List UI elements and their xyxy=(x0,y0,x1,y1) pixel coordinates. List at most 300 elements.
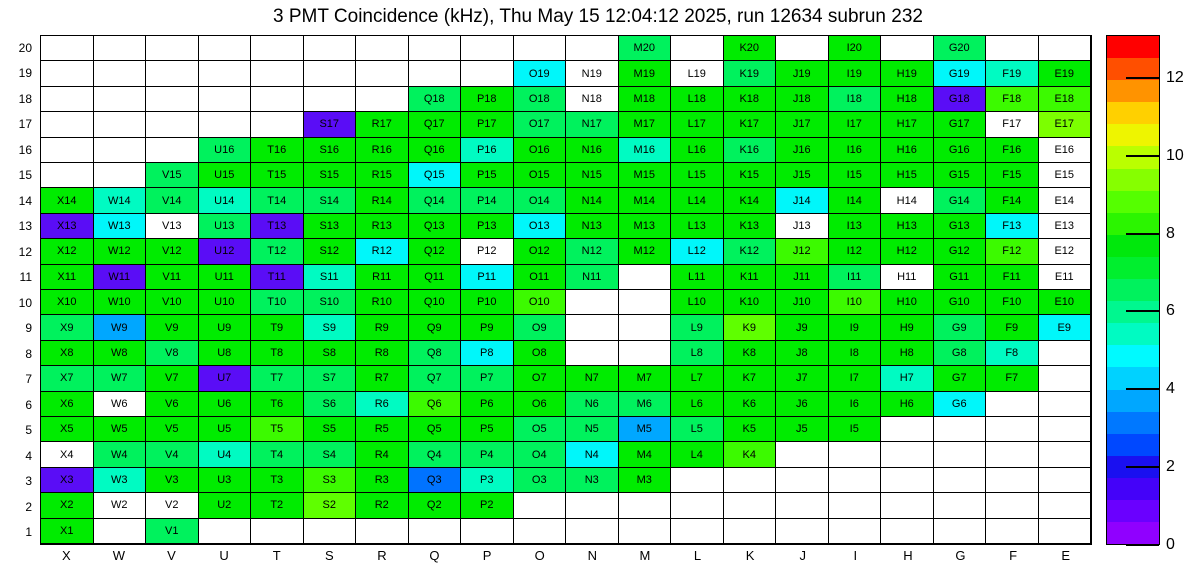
cell-F10: F10 xyxy=(986,290,1039,315)
y-axis-label-2: 2 xyxy=(25,499,32,514)
cell-V12: V12 xyxy=(146,239,199,264)
cell-W18 xyxy=(94,87,147,112)
cell-S7: S7 xyxy=(304,366,357,391)
cell-E6 xyxy=(1039,392,1092,417)
cell-F11: F11 xyxy=(986,265,1039,290)
cell-M19: M19 xyxy=(619,61,672,86)
cell-L5: L5 xyxy=(671,417,724,442)
cell-N11: N11 xyxy=(566,265,619,290)
cell-E3 xyxy=(1039,468,1092,493)
cell-J11: J11 xyxy=(776,265,829,290)
cell-M3: M3 xyxy=(619,468,672,493)
cell-R3: R3 xyxy=(356,468,409,493)
cell-L14: L14 xyxy=(671,188,724,213)
cell-X18 xyxy=(41,87,94,112)
cell-T17 xyxy=(251,112,304,137)
cell-K10: K10 xyxy=(724,290,777,315)
cell-E19: E19 xyxy=(1039,61,1092,86)
cell-U14: U14 xyxy=(199,188,252,213)
cell-E9: E9 xyxy=(1039,315,1092,340)
cell-R1 xyxy=(356,519,409,544)
cell-H11: H11 xyxy=(881,265,934,290)
cell-F18: F18 xyxy=(986,87,1039,112)
cell-F19: F19 xyxy=(986,61,1039,86)
colorbar-tick-12 xyxy=(1126,77,1159,79)
cell-W5: W5 xyxy=(94,417,147,442)
cell-L7: L7 xyxy=(671,366,724,391)
cell-H10: H10 xyxy=(881,290,934,315)
cell-T15: T15 xyxy=(251,163,304,188)
cell-X7: X7 xyxy=(41,366,94,391)
cell-O11: O11 xyxy=(514,265,567,290)
cell-Q7: Q7 xyxy=(409,366,462,391)
cell-U4: U4 xyxy=(199,442,252,467)
cell-V14: V14 xyxy=(146,188,199,213)
cell-G4 xyxy=(934,442,987,467)
colorbar-band-20 xyxy=(1107,478,1159,500)
cell-V2: V2 xyxy=(146,493,199,518)
cell-S3: S3 xyxy=(304,468,357,493)
cell-P14: P14 xyxy=(461,188,514,213)
cell-K14: K14 xyxy=(724,188,777,213)
cell-T6: T6 xyxy=(251,392,304,417)
cell-N3: N3 xyxy=(566,468,619,493)
cell-K3 xyxy=(724,468,777,493)
cell-O19: O19 xyxy=(514,61,567,86)
colorbar-tick-label-10: 10 xyxy=(1166,146,1184,164)
cell-H16: H16 xyxy=(881,138,934,163)
cell-V7: V7 xyxy=(146,366,199,391)
cell-H19: H19 xyxy=(881,61,934,86)
cell-K19: K19 xyxy=(724,61,777,86)
cell-F2 xyxy=(986,493,1039,518)
colorbar-band-6 xyxy=(1107,169,1159,191)
cell-M15: M15 xyxy=(619,163,672,188)
cell-U10: U10 xyxy=(199,290,252,315)
colorbar-band-18 xyxy=(1107,434,1159,456)
cell-P19 xyxy=(461,61,514,86)
cell-E12: E12 xyxy=(1039,239,1092,264)
cell-G10: G10 xyxy=(934,290,987,315)
cell-V20 xyxy=(146,36,199,61)
colorbar-tick-label-6: 6 xyxy=(1166,302,1175,320)
cell-O6: O6 xyxy=(514,392,567,417)
colorbar-band-10 xyxy=(1107,257,1159,279)
cell-T3: T3 xyxy=(251,468,304,493)
cell-M12: M12 xyxy=(619,239,672,264)
cell-P8: P8 xyxy=(461,341,514,366)
cell-K20: K20 xyxy=(724,36,777,61)
x-axis-label-Q: Q xyxy=(429,548,440,563)
cell-E8 xyxy=(1039,341,1092,366)
cell-H6: H6 xyxy=(881,392,934,417)
cell-P7: P7 xyxy=(461,366,514,391)
cell-N8 xyxy=(566,341,619,366)
cell-V10: V10 xyxy=(146,290,199,315)
cell-V18 xyxy=(146,87,199,112)
cell-S10: S10 xyxy=(304,290,357,315)
y-axis-label-6: 6 xyxy=(25,397,32,412)
x-axis-label-H: H xyxy=(903,548,913,563)
cell-S17: S17 xyxy=(304,112,357,137)
cell-I17: I17 xyxy=(829,112,882,137)
y-axis-label-8: 8 xyxy=(25,346,32,361)
cell-E15: E15 xyxy=(1039,163,1092,188)
colorbar-tick-label-8: 8 xyxy=(1166,224,1175,242)
cell-L18: L18 xyxy=(671,87,724,112)
cell-F4 xyxy=(986,442,1039,467)
cell-M18: M18 xyxy=(619,87,672,112)
cell-J8: J8 xyxy=(776,341,829,366)
cell-R15: R15 xyxy=(356,163,409,188)
cell-G2 xyxy=(934,493,987,518)
cell-K18: K18 xyxy=(724,87,777,112)
y-axis-label-13: 13 xyxy=(18,219,32,234)
cell-T7: T7 xyxy=(251,366,304,391)
y-axis-label-14: 14 xyxy=(18,193,32,208)
x-axis-label-T: T xyxy=(272,548,281,563)
cell-Q1 xyxy=(409,519,462,544)
cell-H8: H8 xyxy=(881,341,934,366)
cell-R19 xyxy=(356,61,409,86)
cell-P11: P11 xyxy=(461,265,514,290)
cell-S19 xyxy=(304,61,357,86)
cell-M2 xyxy=(619,493,672,518)
cell-M4: M4 xyxy=(619,442,672,467)
cell-Q15: Q15 xyxy=(409,163,462,188)
cell-R11: R11 xyxy=(356,265,409,290)
cell-Q11: Q11 xyxy=(409,265,462,290)
cell-W13: W13 xyxy=(94,214,147,239)
cell-V15: V15 xyxy=(146,163,199,188)
colorbar-band-17 xyxy=(1107,412,1159,434)
cell-S4: S4 xyxy=(304,442,357,467)
cell-P18: P18 xyxy=(461,87,514,112)
cell-F15: F15 xyxy=(986,163,1039,188)
cell-Q19 xyxy=(409,61,462,86)
cell-O14: O14 xyxy=(514,188,567,213)
x-axis-label-J: J xyxy=(799,548,806,563)
cell-L13: L13 xyxy=(671,214,724,239)
colorbar-tick-0 xyxy=(1126,544,1159,546)
cell-X8: X8 xyxy=(41,341,94,366)
cell-T20 xyxy=(251,36,304,61)
cell-R16: R16 xyxy=(356,138,409,163)
cell-U19 xyxy=(199,61,252,86)
cell-O15: O15 xyxy=(514,163,567,188)
colorbar-tick-4 xyxy=(1126,388,1159,390)
cell-N9 xyxy=(566,315,619,340)
cell-N6: N6 xyxy=(566,392,619,417)
cell-N2 xyxy=(566,493,619,518)
cell-F9: F9 xyxy=(986,315,1039,340)
cell-V13: V13 xyxy=(146,214,199,239)
cell-O17: O17 xyxy=(514,112,567,137)
cell-X6: X6 xyxy=(41,392,94,417)
cell-M11 xyxy=(619,265,672,290)
cell-R13: R13 xyxy=(356,214,409,239)
cell-N4: N4 xyxy=(566,442,619,467)
cell-R4: R4 xyxy=(356,442,409,467)
cell-Q12: Q12 xyxy=(409,239,462,264)
cell-N12: N12 xyxy=(566,239,619,264)
cell-R8: R8 xyxy=(356,341,409,366)
cell-G6: G6 xyxy=(934,392,987,417)
cell-X14: X14 xyxy=(41,188,94,213)
cell-V11: V11 xyxy=(146,265,199,290)
cell-I2 xyxy=(829,493,882,518)
cell-T19 xyxy=(251,61,304,86)
cell-F6 xyxy=(986,392,1039,417)
cell-U18 xyxy=(199,87,252,112)
cell-Q18: Q18 xyxy=(409,87,462,112)
cell-Q20 xyxy=(409,36,462,61)
x-axis-label-L: L xyxy=(693,548,702,563)
cell-M10 xyxy=(619,290,672,315)
cell-E1 xyxy=(1039,519,1092,544)
cell-I11: I11 xyxy=(829,265,882,290)
colorbar-band-2 xyxy=(1107,80,1159,102)
cell-J20 xyxy=(776,36,829,61)
cell-S13: S13 xyxy=(304,214,357,239)
cell-P6: P6 xyxy=(461,392,514,417)
cell-I16: I16 xyxy=(829,138,882,163)
cell-R14: R14 xyxy=(356,188,409,213)
cell-H9: H9 xyxy=(881,315,934,340)
cell-V3: V3 xyxy=(146,468,199,493)
y-axis-label-10: 10 xyxy=(18,295,32,310)
x-axis-label-M: M xyxy=(639,548,651,563)
cell-N17: N17 xyxy=(566,112,619,137)
cell-J1 xyxy=(776,519,829,544)
x-axis-label-V: V xyxy=(167,548,176,563)
y-axis-label-18: 18 xyxy=(18,91,32,106)
cell-N7: N7 xyxy=(566,366,619,391)
cell-L17: L17 xyxy=(671,112,724,137)
cell-K6: K6 xyxy=(724,392,777,417)
cell-L19: L19 xyxy=(671,61,724,86)
colorbar-band-9 xyxy=(1107,235,1159,257)
cell-K11: K11 xyxy=(724,265,777,290)
cell-R7: R7 xyxy=(356,366,409,391)
cell-T11: T11 xyxy=(251,265,304,290)
cell-M16: M16 xyxy=(619,138,672,163)
cell-G14: G14 xyxy=(934,188,987,213)
cell-G12: G12 xyxy=(934,239,987,264)
cell-I9: I9 xyxy=(829,315,882,340)
cell-R10: R10 xyxy=(356,290,409,315)
cell-J19: J19 xyxy=(776,61,829,86)
cell-N19: N19 xyxy=(566,61,619,86)
cell-S2: S2 xyxy=(304,493,357,518)
cell-L3 xyxy=(671,468,724,493)
cell-V5: V5 xyxy=(146,417,199,442)
cell-R18 xyxy=(356,87,409,112)
cell-P13: P13 xyxy=(461,214,514,239)
cell-L8: L8 xyxy=(671,341,724,366)
cell-I20: I20 xyxy=(829,36,882,61)
heatmap-grid xyxy=(40,35,1092,545)
cell-I4 xyxy=(829,442,882,467)
y-axis-label-7: 7 xyxy=(25,372,32,387)
cell-G1 xyxy=(934,519,987,544)
cell-U12: U12 xyxy=(199,239,252,264)
cell-J12: J12 xyxy=(776,239,829,264)
cell-O3: O3 xyxy=(514,468,567,493)
cell-H12: H12 xyxy=(881,239,934,264)
cell-P4: P4 xyxy=(461,442,514,467)
colorbar-tick-label-0: 0 xyxy=(1166,536,1175,553)
cell-V4: V4 xyxy=(146,442,199,467)
cell-Q14: Q14 xyxy=(409,188,462,213)
cell-E17: E17 xyxy=(1039,112,1092,137)
cell-M1 xyxy=(619,519,672,544)
cell-E7 xyxy=(1039,366,1092,391)
cell-J9: J9 xyxy=(776,315,829,340)
cell-F20 xyxy=(986,36,1039,61)
x-axis-label-F: F xyxy=(1009,548,1018,563)
cell-S15: S15 xyxy=(304,163,357,188)
colorbar-band-8 xyxy=(1107,213,1159,235)
cell-W20 xyxy=(94,36,147,61)
cell-E5 xyxy=(1039,417,1092,442)
cell-F13: F13 xyxy=(986,214,1039,239)
cell-K5: K5 xyxy=(724,417,777,442)
cell-G8: G8 xyxy=(934,341,987,366)
cell-T9: T9 xyxy=(251,315,304,340)
cell-J7: J7 xyxy=(776,366,829,391)
colorbar-tick-10 xyxy=(1126,155,1159,157)
cell-S12: S12 xyxy=(304,239,357,264)
y-axis-label-11: 11 xyxy=(19,270,32,285)
cell-H1 xyxy=(881,519,934,544)
cell-H5 xyxy=(881,417,934,442)
colorbar-band-0 xyxy=(1107,36,1159,58)
cell-L2 xyxy=(671,493,724,518)
cell-G17: G17 xyxy=(934,112,987,137)
cell-L12: L12 xyxy=(671,239,724,264)
cell-H4 xyxy=(881,442,934,467)
cell-R12: R12 xyxy=(356,239,409,264)
cell-V16 xyxy=(146,138,199,163)
cell-T8: T8 xyxy=(251,341,304,366)
cell-V17 xyxy=(146,112,199,137)
cell-I12: I12 xyxy=(829,239,882,264)
colorbar-band-14 xyxy=(1107,345,1159,367)
cell-F12: F12 xyxy=(986,239,1039,264)
colorbar xyxy=(1106,35,1160,545)
cell-E13: E13 xyxy=(1039,214,1092,239)
cell-O1 xyxy=(514,519,567,544)
colorbar-tick-6 xyxy=(1126,310,1159,312)
cell-V1: V1 xyxy=(146,519,199,544)
cell-O8: O8 xyxy=(514,341,567,366)
cell-J4 xyxy=(776,442,829,467)
cell-W1 xyxy=(94,519,147,544)
cell-Q2: Q2 xyxy=(409,493,462,518)
cell-H13: H13 xyxy=(881,214,934,239)
cell-O10: O10 xyxy=(514,290,567,315)
cell-Q8: Q8 xyxy=(409,341,462,366)
cell-R6: R6 xyxy=(356,392,409,417)
cell-S16: S16 xyxy=(304,138,357,163)
cell-P15: P15 xyxy=(461,163,514,188)
cell-H20 xyxy=(881,36,934,61)
cell-M17: M17 xyxy=(619,112,672,137)
cell-K2 xyxy=(724,493,777,518)
cell-I5: I5 xyxy=(829,417,882,442)
cell-G20: G20 xyxy=(934,36,987,61)
cell-S9: S9 xyxy=(304,315,357,340)
cell-J16: J16 xyxy=(776,138,829,163)
colorbar-tick-2 xyxy=(1126,466,1159,468)
cell-L1 xyxy=(671,519,724,544)
cell-X9: X9 xyxy=(41,315,94,340)
cell-R20 xyxy=(356,36,409,61)
cell-L16: L16 xyxy=(671,138,724,163)
cell-Q5: Q5 xyxy=(409,417,462,442)
cell-V19 xyxy=(146,61,199,86)
cell-G18: G18 xyxy=(934,87,987,112)
cell-H18: H18 xyxy=(881,87,934,112)
cell-E20 xyxy=(1039,36,1092,61)
cell-X11: X11 xyxy=(41,265,94,290)
cell-X17 xyxy=(41,112,94,137)
cell-I10: I10 xyxy=(829,290,882,315)
colorbar-tick-8 xyxy=(1126,233,1159,235)
cell-R5: R5 xyxy=(356,417,409,442)
cell-O4: O4 xyxy=(514,442,567,467)
cell-U15: U15 xyxy=(199,163,252,188)
y-axis-label-12: 12 xyxy=(18,244,32,259)
cell-P12: P12 xyxy=(461,239,514,264)
cell-Q17: Q17 xyxy=(409,112,462,137)
cell-G16: G16 xyxy=(934,138,987,163)
cell-J17: J17 xyxy=(776,112,829,137)
cell-S8: S8 xyxy=(304,341,357,366)
colorbar-band-11 xyxy=(1107,279,1159,301)
cell-F5 xyxy=(986,417,1039,442)
cell-N15: N15 xyxy=(566,163,619,188)
cell-J5: J5 xyxy=(776,417,829,442)
cell-J10: J10 xyxy=(776,290,829,315)
cell-X16 xyxy=(41,138,94,163)
cell-W16 xyxy=(94,138,147,163)
cell-J14: J14 xyxy=(776,188,829,213)
cell-L20 xyxy=(671,36,724,61)
cell-I7: I7 xyxy=(829,366,882,391)
x-axis-label-X: X xyxy=(61,548,71,563)
cell-M13: M13 xyxy=(619,214,672,239)
cell-Q4: Q4 xyxy=(409,442,462,467)
cell-S6: S6 xyxy=(304,392,357,417)
cell-O20 xyxy=(514,36,567,61)
cell-T5: T5 xyxy=(251,417,304,442)
cell-F16: F16 xyxy=(986,138,1039,163)
cell-W10: W10 xyxy=(94,290,147,315)
colorbar-band-13 xyxy=(1107,323,1159,345)
cell-W8: W8 xyxy=(94,341,147,366)
colorbar-band-4 xyxy=(1107,124,1159,146)
x-axis-label-I: I xyxy=(853,548,858,563)
cell-S20 xyxy=(304,36,357,61)
cell-V9: V9 xyxy=(146,315,199,340)
cell-M8 xyxy=(619,341,672,366)
x-axis-label-N: N xyxy=(587,548,597,563)
cell-K4: K4 xyxy=(724,442,777,467)
cell-L4: L4 xyxy=(671,442,724,467)
cell-S5: S5 xyxy=(304,417,357,442)
